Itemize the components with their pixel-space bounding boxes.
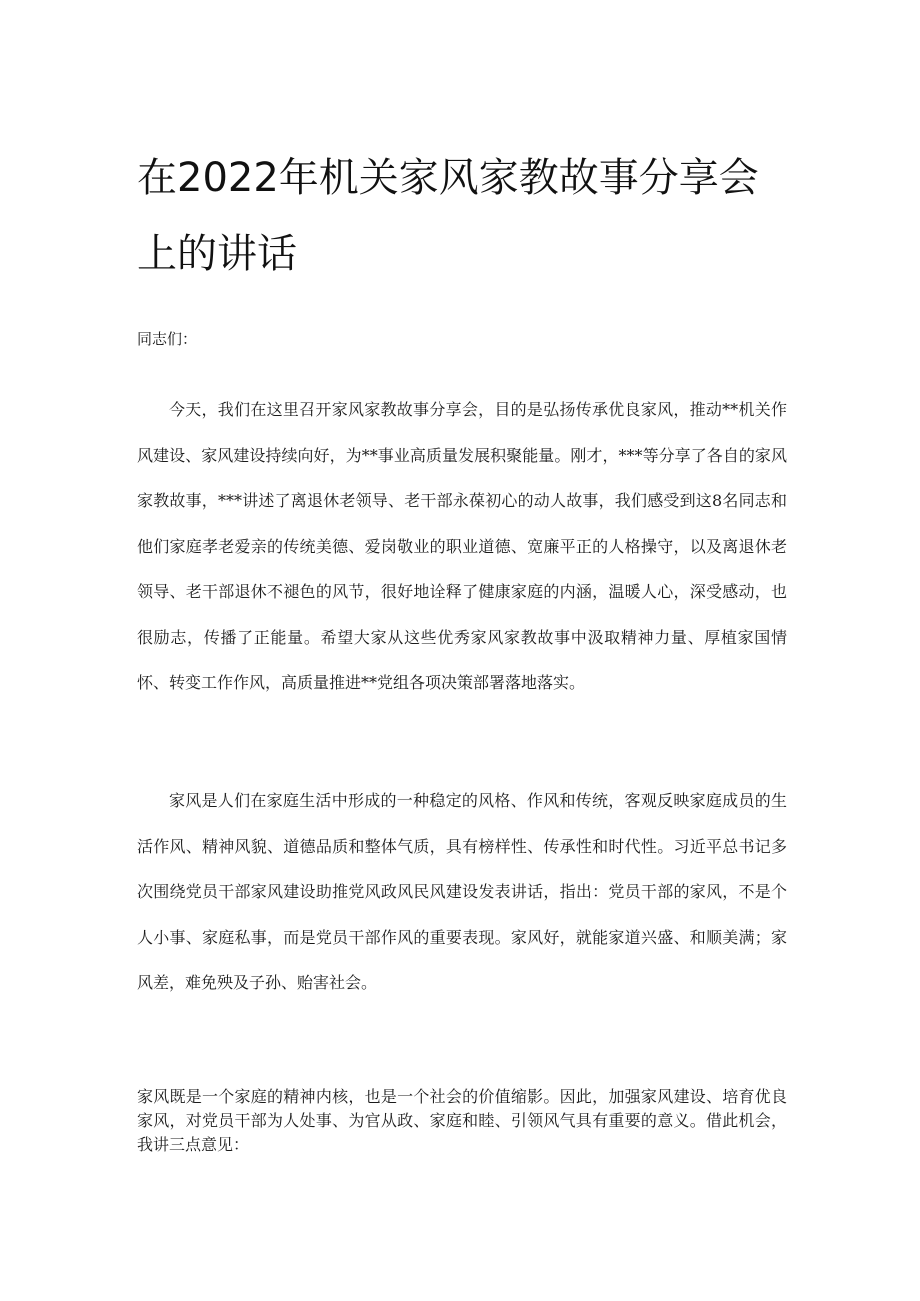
paragraph-significance: 家风既是一个家庭的精神内核，也是一个社会的价值缩影。因此，加强家风建设、培育优良家风，对党员干部为人处事、为官从政、家庭和睦、引领风气具有重要的意义。借此机会，我讲三点意见： [137,1087,787,1154]
salutation: 同志们： [137,330,198,348]
paragraph-family-tradition: 家风是人们在家庭生活中形成的一种稳定的风格、作风和传统，客观反映家庭成员的生活作风、精神风貌、道德品质和整体气质，具有榜样性、传承性和时代性。习近平总书记多次围绕党员干部家风建设助推党风政风民风建设发表讲话，指出：党员干部的家风，不是个人小事、家庭私事，而是党员干部作风的重要表现。家风好，就能家道兴盛、和顺美满；家风差，难免殃及子孙、贻害社会。 [137,791,787,992]
document-title: 在2022年机关家风家教故事分享会上的讲话 [137,155,759,277]
paragraph-intro: 今天，我们在这里召开家风家教故事分享会，目的是弘扬传承优良家风，推动**机关作风建设、家风建设持续向好，为**事业高质量发展积聚能量。刚才，***等分享了各自的家风家教故事，***讲述了离退休老领导、老干部永葆初心的动人故事，我们感受到这8名同志和他们家庭孝老爱亲的传统美德、爱岗敬业的职业道德、宽廉平正的人格操守，以及离退休老领导、老干部退休不褪色的风节，很好地诠释了健康家庭的内涵，温暖人心，深受感动，也很励志，传播了正能量。希望大家从这些优秀家风家教故事中汲取精神力量、厚植家国情怀、转变工作作风，高质量推进**党组各项决策部署落地落实。 [137,400,787,692]
